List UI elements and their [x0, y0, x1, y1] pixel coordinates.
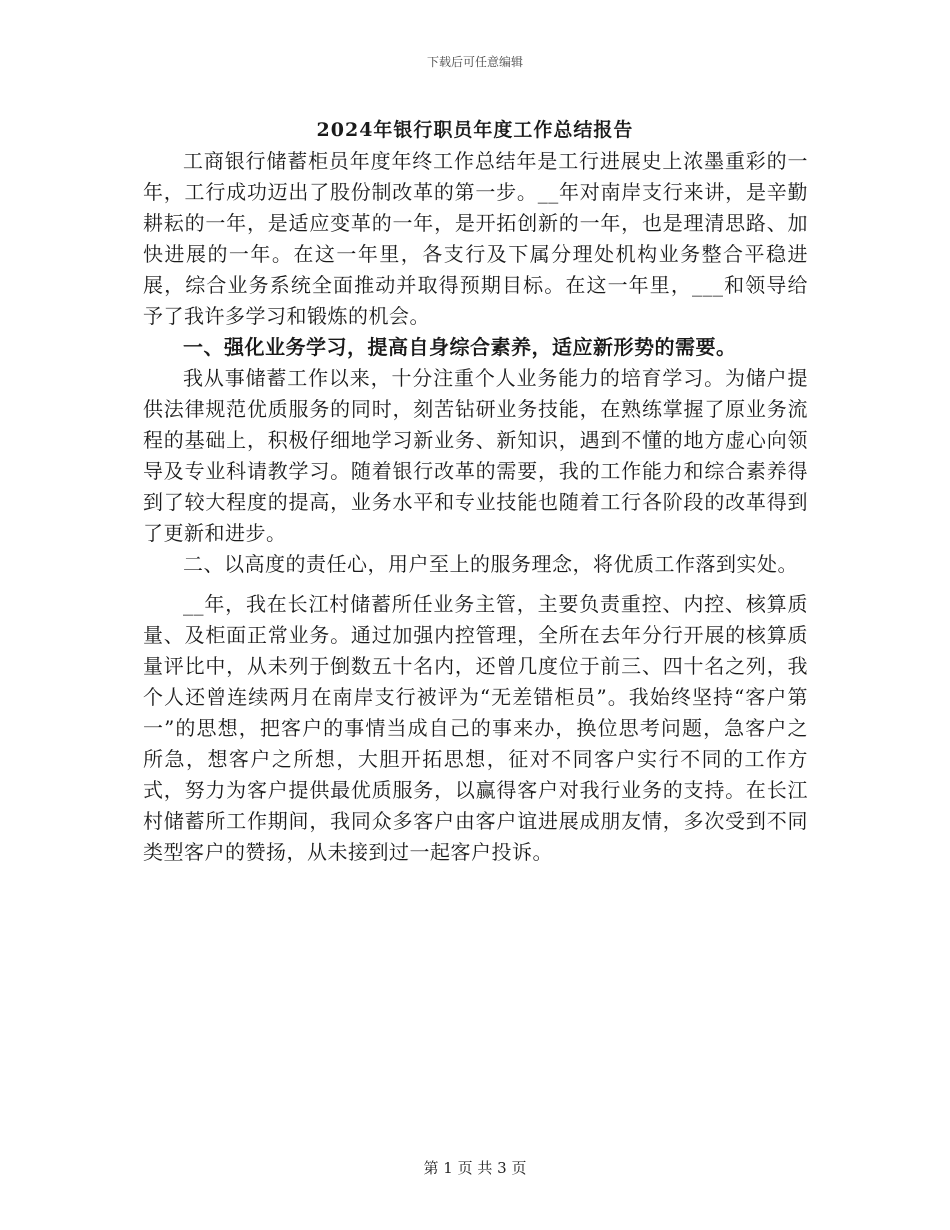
page-number: 第 1 页 共 3 页	[423, 1159, 527, 1177]
section-heading-1: 一、强化业务学习，提高自身综合素养，适应新形势的需要。	[183, 335, 737, 359]
page-header: 下载后可任意编辑	[426, 55, 523, 69]
paragraph-service: __年，我在长江村储蓄所任业务主管，主要负责重控、内控、核算质量、及柜面正常业务。通过加强内控管理，全所在去年分行开展的核算质量评比中，从未列于倒数五十名内，还曾几度位于前三、四十名之列，我个人还曾连续两月在南岸支行被评为“无差错柜员”。我始终坚持“客户第一”的思想，把客户的事情当成自己的事来办，换位思考问题，急客户之所急，想客户之所想，大胆开拓思想，征对不同客户实行不同的工作方式，努力为客户提供最优质服务，以赢得客户对我行业务的支持。在长江村储蓄所工作期间，我同众多客户由客户谊进展成朋友情，多次受到不同类型客户的赞扬，从未接到过一起客户投诉。	[143, 592, 808, 864]
paragraph-study: 我从事储蓄工作以来，十分注重个人业务能力的培育学习。为储户提供法律规范优质服务的同时，刻苦钻研业务技能，在熟练掌握了原业务流程的基础上，积极仔细地学习新业务、新知识，遇到不懂的地方虚心向领导及专业科请教学习。随着银行改革的需要，我的工作能力和综合素养得到了较大程度的提高，业务水平和专业技能也随着工行各阶段的改革得到了更新和进步。	[143, 366, 808, 545]
document-body	[143, 146, 808, 868]
document-title: 2024年银行职员年度工作总结报告	[316, 119, 634, 141]
paragraph-intro: 工商银行储蓄柜员年度年终工作总结年是工行进展史上浓墨重彩的一年，工行成功迈出了股份制改革的第一步。__年对南岸支行来讲，是辛勤耕耘的一年，是适应变革的一年，是开拓创新的一年，也是理清思路、加快进展的一年。在这一年里，各支行及下属分理处机构业务整合平稳进展，综合业务系统全面推动并取得预期目标。在这一年里，___和领导给予了我许多学习和锻炼的机会。	[143, 149, 808, 328]
section-heading-2: 二、以高度的责任心，用户至上的服务理念，将优质工作落到实处。	[183, 552, 798, 576]
